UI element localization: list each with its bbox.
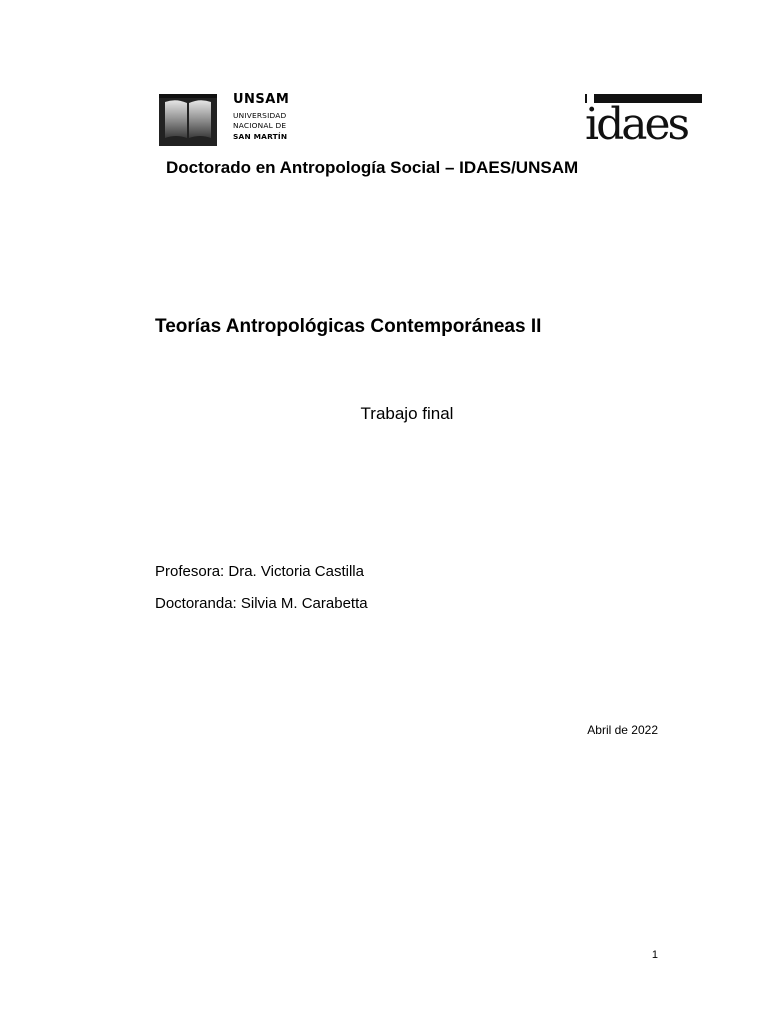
course-title: Teorías Antropológicas Contemporáneas II	[155, 316, 542, 337]
unsam-book-icon	[159, 94, 217, 146]
svg-text:idaes: idaes	[585, 99, 688, 142]
unsam-logo	[159, 92, 299, 148]
unsam-wordmark	[233, 92, 289, 142]
idaes-logo	[585, 94, 703, 142]
work-type: Trabajo final	[360, 404, 454, 423]
page-number: 1	[651, 949, 658, 961]
program-title: Doctorado en Antropología Social – IDAES/UNSAM	[166, 158, 579, 177]
unsam-subtitle-line-1: UNIVERSIDAD	[233, 111, 287, 120]
student-line: Doctoranda: Silvia M. Carabetta	[155, 595, 368, 612]
professor-line: Profesora: Dra. Victoria Castilla	[155, 563, 364, 580]
unsam-subtitle-line-3: SAN MARTÍN	[233, 131, 288, 141]
idaes-wordmark-graphic	[585, 94, 703, 142]
unsam-name: UNSAM	[233, 92, 290, 107]
date: Abril de 2022	[587, 723, 658, 737]
unsam-subtitle-line-2: NACIONAL DE	[233, 121, 287, 131]
